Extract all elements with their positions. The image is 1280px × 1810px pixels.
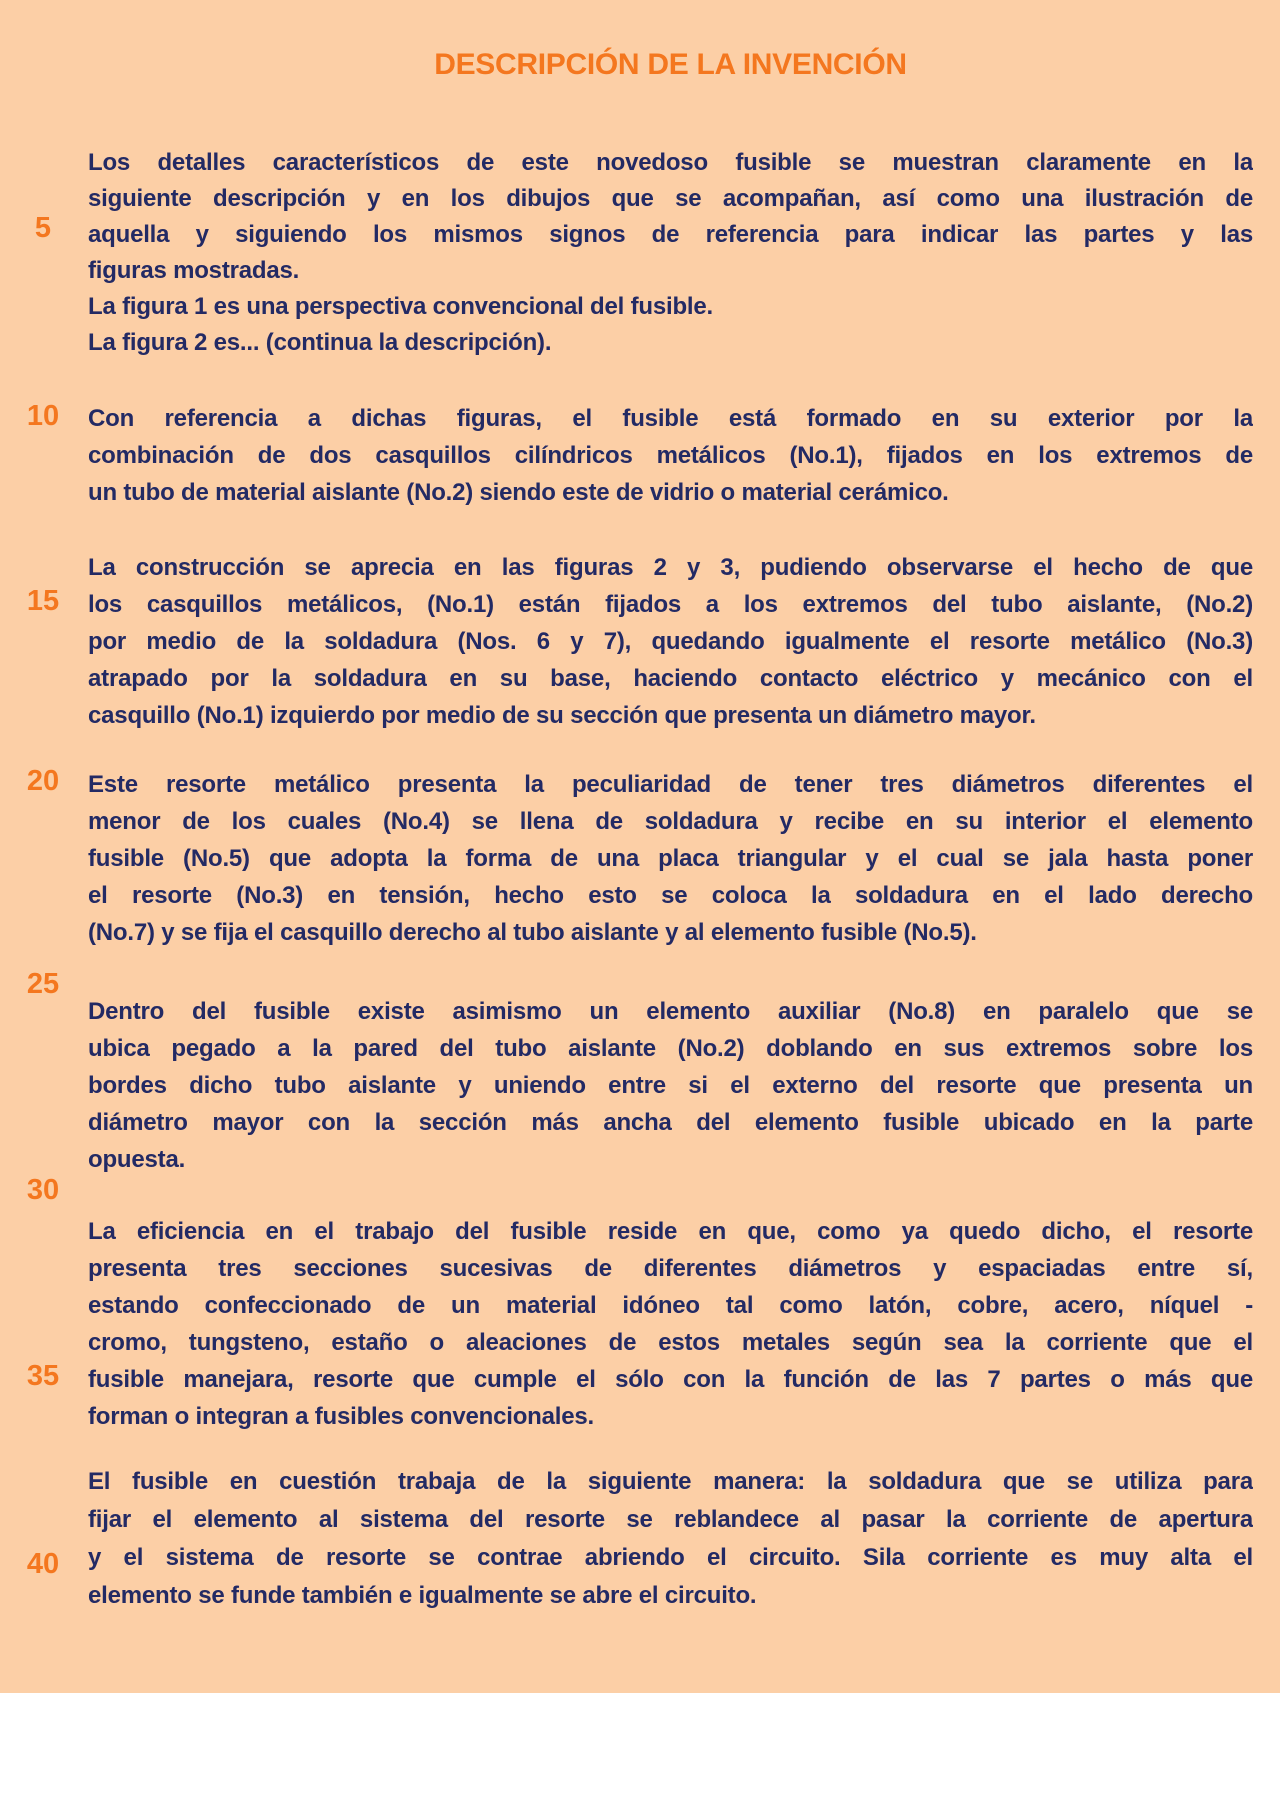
text-line: La eficiencia en el trabajo del fusible reside en que, como ya quedo dicho, el resorte xyxy=(88,1218,1253,1245)
margin-line-number: 20 xyxy=(26,765,60,797)
text-line: siguiente descripción y en los dibujos que se acompañan, así como una ilustración de xyxy=(88,185,1253,212)
margin-line-number: 15 xyxy=(26,585,60,617)
margin-line-number: 5 xyxy=(34,212,52,244)
text-line: combinación de dos casquillos cilíndricos metálicos (No.1), fijados en los extremos de xyxy=(88,442,1253,469)
margin-line-number: 25 xyxy=(26,968,60,1000)
text-line: Dentro del fusible existe asimismo un elemento auxiliar (No.8) en paralelo que se xyxy=(88,998,1253,1025)
text-line: ubica pegado a la pared del tubo aislante (No.2) doblando en sus extremos sobre los xyxy=(88,1035,1253,1062)
text-line: (No.7) y se fija el casquillo derecho al tubo aislante y al elemento fusible (No.5). xyxy=(88,919,977,946)
paragraph xyxy=(88,145,1253,361)
text-line: aquella y siguiendo los mismos signos de referencia para indicar las partes y las xyxy=(88,221,1253,248)
text-line: forman o integran a fusibles convencionales. xyxy=(88,1403,594,1430)
text-line: un tubo de material aislante (No.2) siendo este de vidrio o material cerámico. xyxy=(88,479,949,506)
text-line: presenta tres secciones sucesivas de diferentes diámetros y espaciadas entre sí, xyxy=(88,1255,1253,1282)
text-line: Este resorte metálico presenta la peculiaridad de tener tres diámetros diferentes el xyxy=(88,771,1253,798)
text-line: Los detalles característicos de este novedoso fusible se muestran claramente en la xyxy=(88,149,1253,176)
paragraph xyxy=(88,400,1253,511)
margin-line-number: 35 xyxy=(26,1360,60,1392)
paragraph xyxy=(88,1463,1253,1615)
margin-line-number: 40 xyxy=(26,1548,60,1580)
text-line: diámetro mayor con la sección más ancha del elemento fusible ubicado en la parte xyxy=(88,1109,1253,1136)
text-line: los casquillos metálicos, (No.1) están fijados a los extremos del tubo aislante, (No.2) xyxy=(88,591,1253,618)
margin-line-number: 30 xyxy=(26,1174,60,1206)
paragraph xyxy=(88,549,1253,734)
text-line: La figura 1 es una perspectiva convencional del fusible. xyxy=(88,293,713,320)
text-line: el resorte (No.3) en tensión, hecho esto se coloca la soldadura en el lado derecho xyxy=(88,882,1253,909)
text-line: elemento se funde también e igualmente se abre el circuito. xyxy=(88,1582,757,1609)
paragraph xyxy=(88,993,1253,1178)
page-title: DESCRIPCIÓN DE LA INVENCIÓN xyxy=(434,48,907,81)
text-line: atrapado por la soldadura en su base, haciendo contacto eléctrico y mecánico con el xyxy=(88,665,1253,692)
text-line: menor de los cuales (No.4) se llena de soldadura y recibe en su interior el elemento xyxy=(88,808,1253,835)
text-line: por medio de la soldadura (Nos. 6 y 7), quedando igualmente el resorte metálico (No.3) xyxy=(88,628,1253,655)
text-line: casquillo (No.1) izquierdo por medio de su sección que presenta un diámetro mayor. xyxy=(88,702,1036,729)
text-line: La figura 2 es... (continua la descripción). xyxy=(88,329,552,356)
text-line: y el sistema de resorte se contrae abriendo el circuito. Sila corriente es muy alta el xyxy=(88,1544,1253,1571)
text-line: El fusible en cuestión trabaja de la siguiente manera: la soldadura que se utiliza para xyxy=(88,1468,1253,1495)
text-line: fusible (No.5) que adopta la forma de una placa triangular y el cual se jala hasta poner xyxy=(88,845,1253,872)
text-line: bordes dicho tubo aislante y uniendo entre si el externo del resorte que presenta un xyxy=(88,1072,1253,1099)
text-line: cromo, tungsteno, estaño o aleaciones de estos metales según sea la corriente que el xyxy=(88,1329,1253,1356)
text-line: figuras mostradas. xyxy=(88,257,300,284)
text-line: fijar el elemento al sistema del resorte se reblandece al pasar la corriente de apertura xyxy=(88,1506,1253,1533)
text-line: La construcción se aprecia en las figuras 2 y 3, pudiendo observarse el hecho de que xyxy=(88,554,1253,581)
text-line: opuesta. xyxy=(88,1146,186,1173)
text-line: fusible manejara, resorte que cumple el sólo con la función de las 7 partes o más que xyxy=(88,1366,1253,1393)
text-line: estando confeccionado de un material idóneo tal como latón, cobre, acero, níquel - xyxy=(88,1292,1253,1319)
paragraph xyxy=(88,766,1253,951)
margin-line-number: 10 xyxy=(26,400,60,432)
text-line: Con referencia a dichas figuras, el fusible está formado en su exterior por la xyxy=(88,405,1253,432)
paragraph xyxy=(88,1213,1253,1435)
